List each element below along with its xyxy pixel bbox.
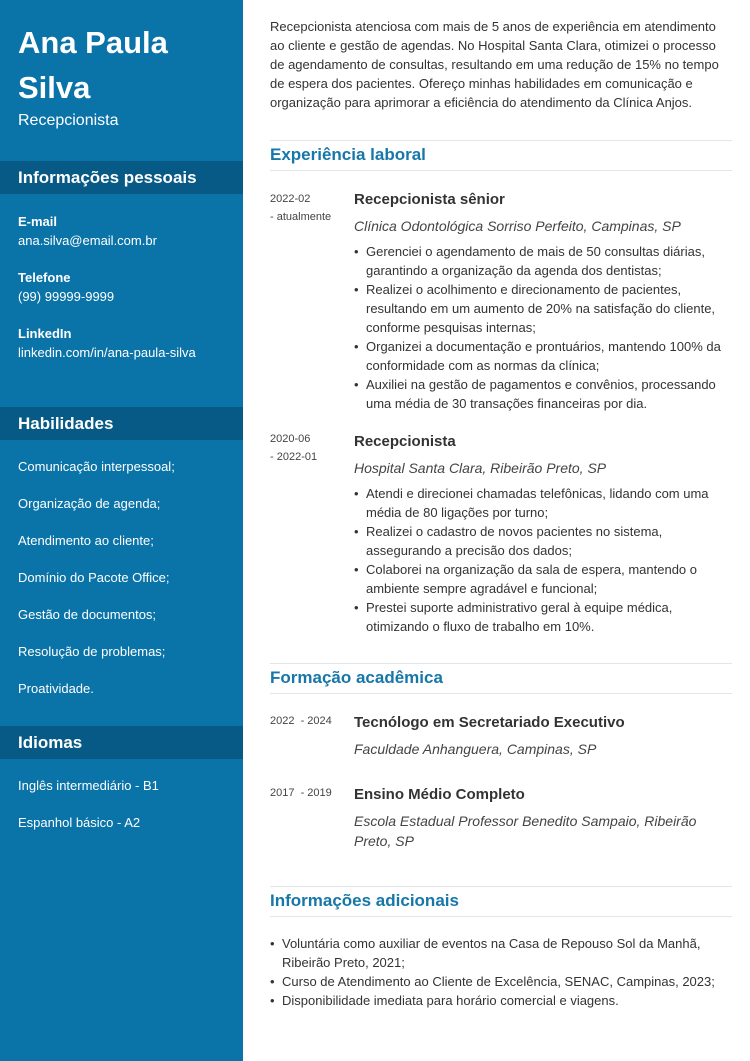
experience-heading: Experiência laboral: [270, 145, 426, 164]
education-title: Ensino Médio Completo: [354, 786, 525, 803]
list-item: • Disponibilidade imediata para horário comercial e viagens.: [270, 991, 732, 1010]
languages-heading: Idiomas: [0, 726, 243, 759]
job-date-end: - 2022-01: [270, 451, 318, 463]
additional-info-heading: Informações adicionais: [270, 891, 459, 910]
list-item: • Prestei suporte administrativo geral à equipe médica, otimizando o fluxo de trabalho em 10%.: [354, 598, 734, 636]
job-date-start: 2020-06: [270, 433, 311, 445]
job-dates: [270, 190, 345, 226]
section-divider: [270, 916, 732, 917]
list-item: • Curso de Atendimento ao Cliente de Excelência, SENAC, Campinas, 2023;: [270, 972, 732, 991]
job-date-end: - atualmente: [270, 211, 332, 223]
skill-item: Organização de agenda;: [18, 496, 161, 511]
list-item: • Auxiliei na gestão de pagamentos e convênios, processando uma média de 30 transações financeiras por dia.: [354, 375, 734, 413]
skill-item: Proatividade.: [18, 681, 94, 696]
list-item: • Realizei o acolhimento e direcionamento de pacientes, resultando em um aumento de 20% na satisfação do cliente, conforme pesquisas internas;: [354, 280, 734, 337]
professional-summary: Recepcionista atenciosa com mais de 5 anos de experiência em atendimento ao cliente e gestão de agendas. No Hospital Santa Clara, otimizei o processo de agendamento de consultas, resultando em uma redução de 15% no tempo de espera dos pacientes. Ofereço minhas habilidades em comunicação e organização para aprimorar a eficiência do atendimento da Clínica Anjos.: [270, 19, 719, 110]
additional-info-list: [270, 934, 732, 1010]
personal-info-heading: Informações pessoais: [0, 161, 243, 194]
sidebar: [0, 0, 243, 1061]
education-institution: Escola Estadual Professor Benedito Sampaio, Ribeirão Preto, SP: [354, 813, 697, 849]
email-label: E-mail: [18, 214, 58, 229]
skill-item: Resolução de problemas;: [18, 644, 166, 659]
candidate-role: Recepcionista: [18, 112, 119, 129]
contact-linkedin: [18, 324, 196, 362]
language-item: Inglês intermediário - B1: [18, 778, 159, 793]
list-item: • Gerenciei o agendamento de mais de 50 consultas diárias, garantindo a organização da agenda dos dentistas;: [354, 242, 734, 280]
skill-item: Comunicação interpessoal;: [18, 459, 175, 474]
education-dates: 2022 - 2024: [270, 715, 332, 727]
education-title: Tecnólogo em Secretariado Executivo: [354, 714, 625, 731]
education-dates: 2017 - 2019: [270, 787, 332, 799]
list-item: • Atendi e direcionei chamadas telefônicas, lidando com uma média de 80 ligações por turno;: [354, 484, 734, 522]
job-dates: [270, 430, 345, 466]
list-item: • Realizei o cadastro de novos pacientes no sistema, assegurando a precisão dos dados;: [354, 522, 734, 560]
job-title: Recepcionista: [354, 433, 456, 450]
list-item: • Colaborei na organização da sala de espera, mantendo o ambiente sempre agradável e funcional;: [354, 560, 734, 598]
linkedin-value[interactable]: linkedin.com/in/ana-paula-silva: [18, 345, 196, 360]
list-item: • Organizei a documentação e prontuários, mantendo 100% da conformidade com as normas da clínica;: [354, 337, 734, 375]
section-divider: [270, 140, 732, 141]
linkedin-label: LinkedIn: [18, 326, 72, 341]
skill-item: Gestão de documentos;: [18, 607, 157, 622]
skills-heading: Habilidades: [0, 407, 243, 440]
section-divider: [270, 663, 732, 664]
job-date-start: 2022-02: [270, 193, 311, 205]
job-title: Recepcionista sênior: [354, 191, 505, 208]
contact-email: [18, 212, 157, 250]
phone-value[interactable]: (99) 99999-9999: [18, 289, 115, 304]
education-institution: Faculdade Anhanguera, Campinas, SP: [354, 741, 597, 757]
job-organization: Clínica Odontológica Sorriso Perfeito, Campinas, SP: [354, 218, 681, 234]
section-divider: [270, 693, 732, 694]
contact-phone: [18, 268, 114, 306]
job-responsibilities: [354, 242, 734, 413]
section-divider: [270, 170, 732, 171]
job-organization: Hospital Santa Clara, Ribeirão Preto, SP: [354, 460, 607, 476]
section-divider: [270, 886, 732, 887]
job-responsibilities: [354, 484, 734, 636]
language-item: Espanhol básico - A2: [18, 815, 141, 830]
list-item: • Voluntária como auxiliar de eventos na Casa de Repouso Sol da Manhã, Ribeirão Preto, 2021;: [270, 934, 732, 972]
email-value[interactable]: ana.silva@email.com.br: [18, 233, 157, 248]
education-heading: Formação acadêmica: [270, 668, 443, 687]
skill-item: Domínio do Pacote Office;: [18, 570, 170, 585]
candidate-name: Ana Paula Silva: [18, 25, 168, 105]
skill-item: Atendimento ao cliente;: [18, 533, 154, 548]
phone-label: Telefone: [18, 270, 71, 285]
